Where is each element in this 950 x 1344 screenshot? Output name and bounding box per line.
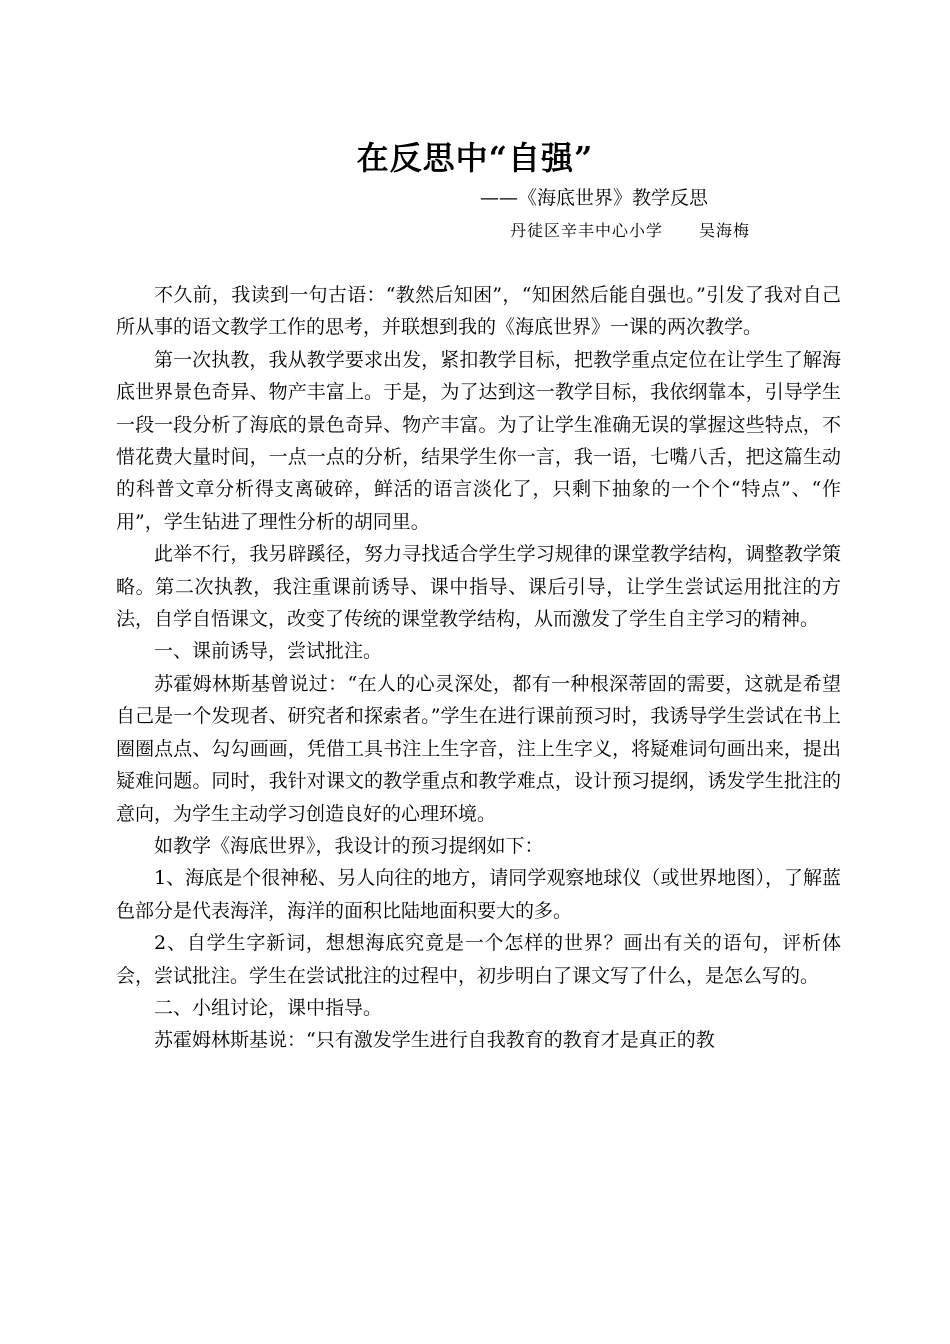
document-title: 在反思中“自强”: [356, 139, 594, 177]
paragraph: 此举不行，我另辟蹊径，努力寻找适合学生学习规律的课堂教学结构，调整教学策略。第二次执教，我注重课前诱导、课中指导、课后引导，让学生尝试运用批注的方法，自学自悟课文，改变了传统的课堂教学结构，从而激发了学生自主学习的精神。: [116, 543, 841, 631]
paragraph: 苏霍姆林斯基说：“只有激发学生进行自我教育的教育才是真正的教: [154, 1029, 715, 1052]
list-item: 1、海底是个很神秘、另人向往的地方，请同学观察地球仪（或世界地图），了解蓝色部分是代表海洋，海洋的面积比陆地面积要大的多。: [116, 867, 841, 922]
document-body: [116, 279, 841, 1057]
section-heading: 二、小组讨论，课中指导。: [154, 996, 383, 1019]
author-line: [510, 218, 750, 241]
paragraph: 如教学《海底世界》，我设计的预习提纲如下：: [154, 834, 544, 857]
paragraph: 不久前，我读到一句古语：“教然后知困”，“知困然后能自强也。”引发了我对自己所从事的语文教学工作的思考，并联想到我的《海底世界》一课的两次教学。: [116, 284, 841, 339]
document-subtitle: ——《海底世界》教学反思: [480, 187, 709, 209]
paragraph: 第一次执教，我从教学要求出发，紧扣教学目标，把教学重点定位在让学生了解海底世界景色奇异、物产丰富上。于是，为了达到这一教学目标，我依纲靠本，引导学生一段一段分析了海底的景色奇异、物产丰富。为了让学生准确无误的掌握这些特点，不惜花费大量时间，一点一点的分析，结果学生你一言，我一语，七嘴八舌，把这篇生动的科普文章分析得支离破碎，鲜活的语言淡化了，只剩下抽象的一个个“特点”、“作用”，学生钻进了理性分析的胡同里。: [116, 348, 841, 533]
author-name: 吴海梅: [699, 221, 751, 240]
author-school: 丹徒区辛丰中心小学: [510, 221, 664, 240]
paragraph: 苏霍姆林斯基曾说过：“在人的心灵深处，都有一种根深蒂固的需要，这就是希望自己是一个发现者、研究者和探索者。”学生在进行课前预习时，我诱导学生尝试在书上圈圈点点、勾勾画画，凭借工具书注上生字音，注上生字义，将疑难词句画出来，提出疑难问题。同时，我针对课文的教学重点和教学难点，设计预习提纲，诱发学生批注的意向，为学生主动学习创造良好的心理环境。: [116, 672, 841, 825]
section-heading: 一、课前诱导，尝试批注。: [154, 640, 383, 663]
list-item: 2、自学生字新词，想想海底究竟是一个怎样的世界？画出有关的语句，评析体会，尝试批注。学生在尝试批注的过程中，初步明白了课文写了什么，是怎么写的。: [116, 932, 841, 987]
